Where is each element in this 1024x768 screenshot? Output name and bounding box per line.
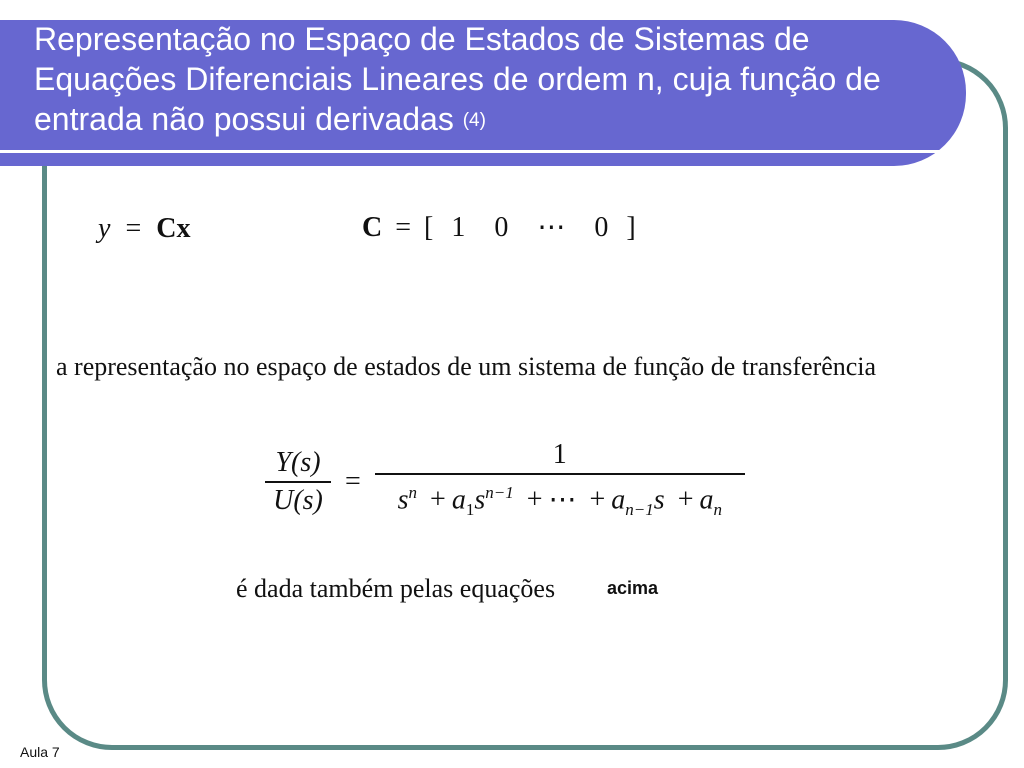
den-sub-n: n: [713, 499, 722, 519]
den-cdots: ⋯: [548, 484, 577, 516]
tf-rhs-denominator: [392, 475, 728, 528]
matrix-open-bracket: [: [424, 212, 434, 243]
matrix-entry: 1: [451, 212, 466, 243]
slide-title: [34, 19, 934, 145]
matrix-entry: 0: [594, 212, 609, 243]
tf-rhs-fraction: [375, 437, 745, 528]
matrix-entry: 0: [494, 212, 509, 243]
den-s: s: [653, 484, 665, 516]
body-sentence: a representação no espaço de estados de um sistema de função de transferência: [56, 352, 877, 381]
output-cx: Cx: [156, 213, 191, 244]
den-sub-n-1: n−1: [625, 499, 654, 519]
den-plus: +: [430, 484, 446, 516]
matrix-entry: ⋯: [537, 212, 566, 243]
slide-title-text: Representação no Espaço de Estados de Sistemas de Equações Diferenciais Lineares de ordem n, cuja função de entrada não possui derivadas: [34, 21, 881, 137]
den-plus: +: [526, 484, 543, 516]
matrix-c-symbol: C: [362, 212, 383, 243]
tf-equals: =: [345, 466, 361, 498]
output-variable-y: y: [98, 213, 111, 244]
closing-sentence: é dada também pelas equações: [236, 574, 556, 603]
matrix-c-equals: =: [395, 212, 412, 243]
den-s: s: [397, 484, 409, 516]
closing-word: acima: [607, 578, 659, 598]
den-plus: +: [589, 484, 606, 516]
tf-rhs-numerator: 1: [552, 439, 567, 470]
tf-lhs-numerator: Y(s): [275, 447, 321, 479]
output-equation: [98, 213, 190, 245]
tf-lhs-fraction: [265, 445, 331, 519]
footer-label: Aula 7: [20, 744, 60, 760]
output-equals: =: [125, 213, 142, 244]
transfer-function: [265, 437, 745, 528]
den-plus: +: [677, 484, 694, 516]
matrix-close-bracket: ]: [626, 212, 636, 243]
den-s: s: [474, 484, 486, 516]
den-sub-1: 1: [465, 499, 475, 519]
slide-title-reference: (4): [462, 110, 486, 131]
title-divider: [0, 150, 945, 153]
den-a: a: [699, 484, 714, 516]
den-exp-n: n: [408, 483, 418, 502]
matrix-c-equation: [362, 210, 636, 244]
den-a: a: [611, 484, 626, 516]
den-a: a: [451, 484, 466, 516]
tf-lhs-denominator: U(s): [273, 485, 323, 517]
den-exp-n-1: n−1: [485, 483, 514, 502]
